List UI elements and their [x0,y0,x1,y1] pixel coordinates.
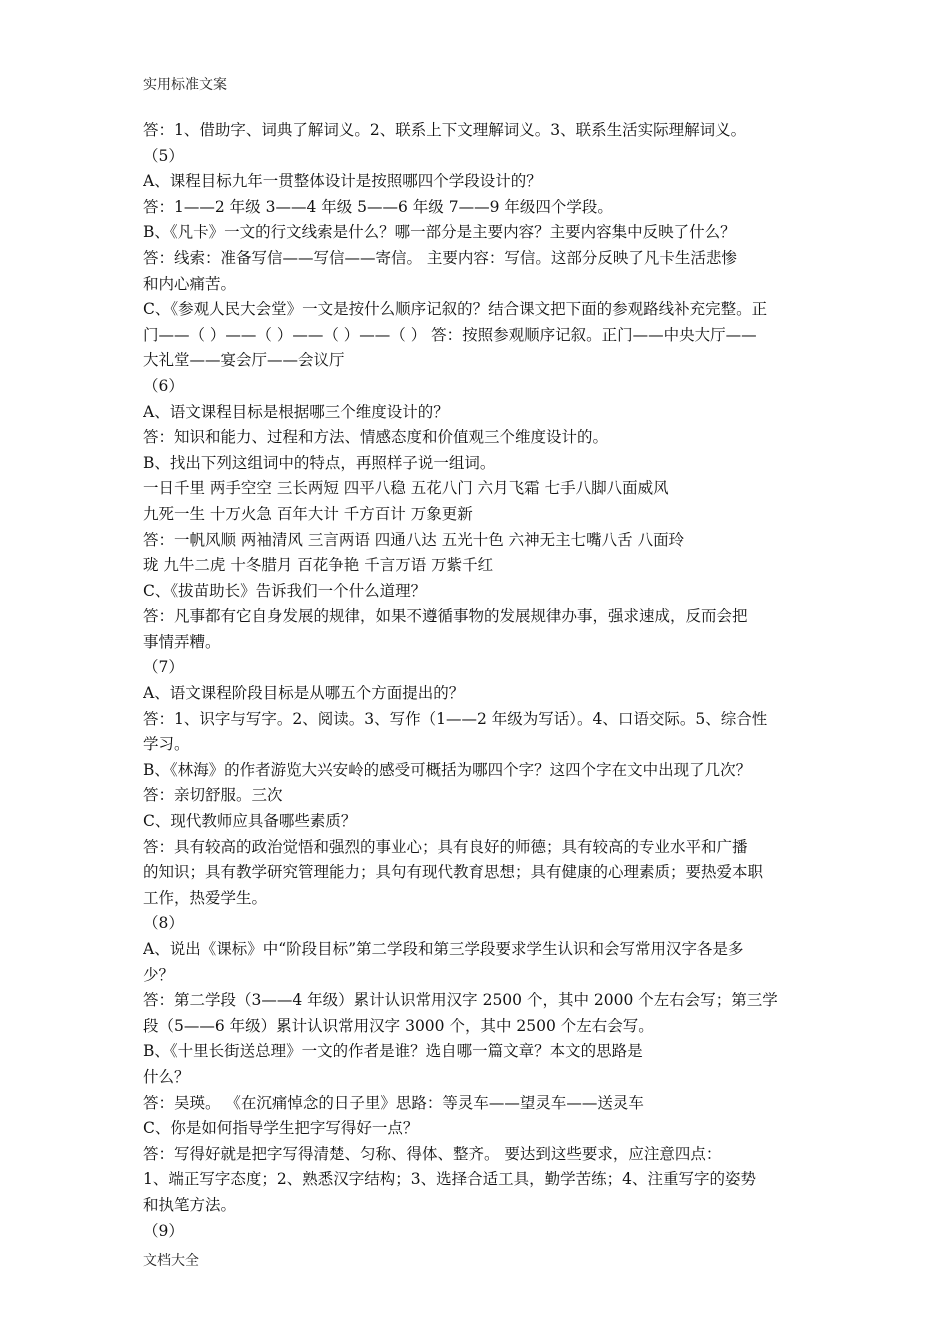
text-line: （9） [143,1221,184,1240]
text-line: （7） [143,658,184,677]
text-line: 答：第二学段（3——4 年级）累计认识常用汉字 2500 个，其中 2000 个左右会写；第三学 [143,991,778,1010]
text-line: A、课程目标九年一贯整体设计是按照哪四个学段设计的？ [143,172,542,191]
text-line: 珑 九牛二虎 十冬腊月 百花争艳 千言万语 万紫千红 [143,556,494,575]
text-line: C、《参观人民大会堂》一文是按什么顺序记叙的？结合课文把下面的参观路线补充完整。正 [143,300,768,319]
text-line: 答：吴瑛。 《在沉痛悼念的日子里》思路：等灵车——望灵车——送灵车 [143,1093,644,1112]
text-line: 九死一生 十万火急 百年大计 千方百计 万象更新 [143,504,473,523]
text-line: A、语文课程目标是根据哪三个维度设计的？ [143,402,449,421]
text-line: 答：1、借助字、词典了解词义。2、联系上下文理解词义。3、联系生活实际理解词义。 [143,121,747,139]
text-line: 和内心痛苦。 [143,274,237,293]
text-line: A、说出《课标》中“阶段目标”第二学段和第三学段要求学生认识和会写常用汉字各是多 [143,940,744,958]
text-line: 答：线索：准备写信——写信——寄信。 主要内容：写信。这部分反映了凡卡生活悲惨 [143,248,737,267]
text-line: 门——（ ）——（ ）——（ ）——（ ） 答：按照参观顺序记叙。正门——中央大厅—— [143,325,757,344]
text-line: 答：凡事都有它自身发展的规律，如果不遵循事物的发展规律办事，强求速成，反而会把 [143,607,748,626]
text-line: B、找出下列这组词中的特点，再照样子说一组词。 [143,453,496,472]
text-line: 学习。 [143,735,190,754]
text-line: 1、端正写字态度；2、熟悉汉字结构；3、选择合适工具，勤学苦练；4、注重写字的姿势 [143,1170,756,1189]
text-line: B、《林海》的作者游览大兴安岭的感受可概括为哪四个字？这四个字在文中出现了几次？ [143,760,752,779]
text-line: 和执笔方法。 [143,1195,237,1214]
text-line: 答：1、识字与写字。2、阅读。3、写作（1——2 年级为写话）。4、口语交际。5、综合性 [143,709,768,728]
document-body [143,118,813,1244]
text-line: C、你是如何指导学生把字写得好一点？ [143,1119,419,1138]
text-line: 答：写得好就是把字写得清楚、匀称、得体、整齐。 要达到这些要求，应注意四点： [143,1144,722,1163]
text-line: （8） [143,914,184,933]
text-line: 事情弄糟。 [143,632,221,651]
text-line: 答：1——2 年级 3——4 年级 5——6 年级 7——9 年级四个学段。 [143,197,613,216]
text-line: C、现代教师应具备哪些素质？ [143,812,357,831]
text-line: 工作，热爱学生。 [143,888,268,907]
text-line: 的知识；具有教学研究管理能力；具句有现代教育思想；具有健康的心理素质；要热爱本职 [143,863,764,882]
text-line: 大礼堂——宴会厅——会议厅 [143,351,345,370]
text-line: B、《十里长街送总理》一文的作者是谁？选自哪一篇文章？本文的思路是 [143,1042,643,1061]
text-line: A、语文课程阶段目标是从哪五个方面提出的？ [143,684,465,703]
text-line: 什么？ [143,1067,190,1086]
text-line: 答：知识和能力、过程和方法、情感态度和价值观三个维度设计的。 [143,428,609,447]
text-line: 答：一帆风顺 两袖清风 三言两语 四通八达 五光十色 六神无主七嘴八舌 八面玲 [143,530,685,549]
page-footer: 文档大全 [143,1253,199,1269]
text-line: 段（5——6 年级）累计认识常用汉字 3000 个，其中 2500 个左右会写。 [143,1016,654,1035]
text-line: 答：具有较高的政治觉悟和强烈的事业心；具有良好的师德；具有较高的专业水平和广播 [143,837,748,856]
text-line: C、《拔苗助长》告诉我们一个什么道理？ [143,581,427,600]
text-line: B、《凡卡》一文的行文线索是什么？哪一部分是主要内容？主要内容集中反映了什么？ [143,223,736,242]
text-line: （6） [143,376,184,395]
page-header: 实用标准文案 [143,77,227,93]
text-line: 答：亲切舒服。三次 [143,786,283,805]
text-line: 一日千里 两手空空 三长两短 四平八稳 五花八门 六月飞霜 七手八脚八面威风 [143,479,669,498]
text-line: 少？ [143,965,175,984]
text-line: （5） [143,146,184,165]
